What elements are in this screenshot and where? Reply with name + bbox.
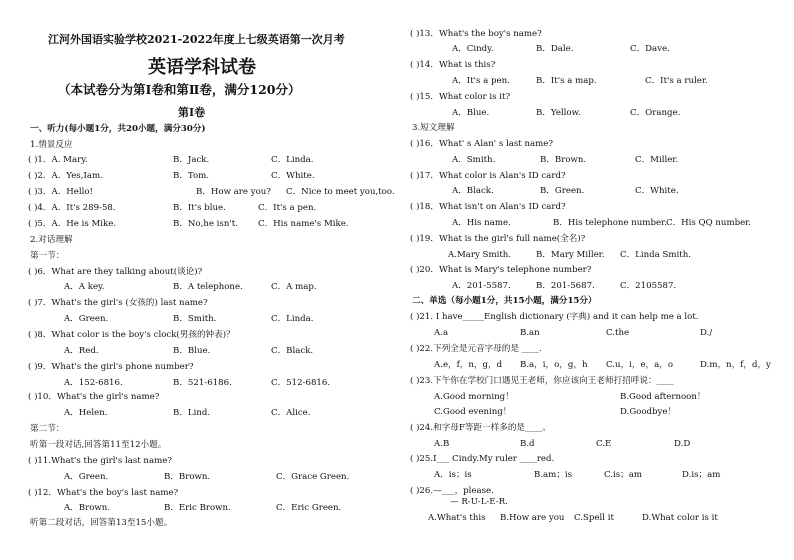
q20-option-c: C．2105587.	[620, 281, 677, 291]
exam-title: 英语学科试卷	[148, 57, 256, 78]
q19-option-a: A.Mary Smith.	[448, 250, 512, 260]
q9-option-a: A．152-6816.	[64, 378, 123, 388]
question-21: ( )21. I have_____English dictionary (字典) and it can help me a lot.	[410, 312, 699, 322]
q26-option-b: B.How are you	[500, 513, 565, 523]
q5-option-b: B．No,he isn't.	[173, 219, 238, 229]
q24-option-c: C.E	[596, 439, 612, 449]
q12-option-b: B．Eric Brown.	[164, 503, 231, 513]
q4-stem: ( )4．A．It's 289-58．	[28, 203, 122, 213]
exam-subtitle: （本试卷分为第Ⅰ卷和第Ⅱ卷，满分120分）	[58, 82, 301, 97]
q1-stem: ( )1．A. Mary.	[28, 155, 88, 165]
question-7: ( )7．What's the girl's (女孩的) last name?	[28, 298, 208, 308]
q13-option-b: B．Dale.	[536, 44, 574, 54]
listen-instruction-2: 听第二段对话，回答第13至15小题。	[30, 518, 173, 528]
q4-option-b: B．It's blue.	[173, 203, 226, 213]
q8-option-a: A．Red.	[64, 346, 99, 356]
q12-option-c: C．Eric Green.	[276, 503, 342, 513]
q11-option-c: C．Grace Green.	[276, 472, 350, 482]
question-25: ( )25.I___ Cindy.My ruler ____red.	[410, 454, 555, 464]
q26-option-a: A.What's this	[428, 513, 486, 523]
q23-option-b: B.Good afternoon！	[620, 392, 706, 402]
q7-option-c: C．Linda.	[271, 314, 314, 324]
question-8: ( )8．What color is the boy's clock(男孩的钟表)？	[28, 330, 235, 340]
q16-option-a: A．Smith.	[452, 155, 496, 165]
question-14: ( )14．What is this?	[410, 60, 496, 70]
q16-option-b: B．Brown.	[540, 155, 587, 165]
q11-option-b: B．Brown.	[164, 472, 211, 482]
q1-option-b: B．Jack.	[173, 155, 210, 165]
q25-option-a: A．is；is	[434, 470, 472, 480]
question-13: ( )13．What's the boy's name?	[410, 29, 542, 39]
question-22: ( )22.下列全是元音字母的是 ____.	[410, 344, 542, 354]
q5-option-c: C．His name's Mike.	[258, 219, 349, 229]
q15-option-a: A．Blue.	[452, 108, 490, 118]
q10-option-c: C．Alice.	[271, 408, 311, 418]
question-12: ( )12．What's the boy's last name?	[28, 488, 179, 498]
q20-option-b: B．201-5687.	[536, 281, 595, 291]
q10-option-b: B．Lind.	[173, 408, 211, 418]
q21-option-d: D./	[700, 328, 713, 338]
q18-option-a: A．His name.	[452, 218, 511, 228]
question-11: ( )11.What's the girl's last name?	[28, 456, 172, 466]
q8-option-c: C．Black.	[271, 346, 314, 356]
q24-option-d: D.D	[674, 439, 691, 449]
q11-option-a: A．Green.	[64, 472, 109, 482]
q23-option-d: D.Goodbye！	[620, 407, 677, 417]
q17-option-b: B．Green.	[540, 186, 585, 196]
q2-option-b: B．Tom.	[173, 171, 210, 181]
question-6: ( )6．What are they talking about(谈论)?	[28, 267, 203, 277]
q6-option-a: A．A key.	[64, 282, 105, 292]
question-20: ( )20．What is Mary's telephone number?	[410, 265, 592, 275]
section-listening: 一、听力(每小题1分，共20小题，满分30分)	[30, 124, 206, 134]
q14-option-c: C．It's a ruler.	[645, 76, 708, 86]
q6-option-b: B．A telephone.	[173, 282, 243, 292]
q24-option-a: A.B	[434, 439, 450, 449]
q15-option-b: B．Yellow.	[536, 108, 581, 118]
q24-option-b: B.d	[520, 439, 535, 449]
q16-option-c: C．Miller.	[635, 155, 679, 165]
q18-option-c: C．His QQ number.	[666, 218, 752, 228]
q3-stem: ( )3．A．Hello!	[28, 187, 94, 197]
question-9: ( )9．What's the girl's phone number?	[28, 362, 194, 372]
q23-option-c: C.Good evening！	[434, 407, 512, 417]
q13-option-a: A．Cindy.	[452, 44, 494, 54]
q23-option-a: A.Good morning！	[434, 392, 514, 402]
question-26: ( )26.—___，please.	[410, 486, 494, 496]
q7-option-a: A．Green.	[64, 314, 109, 324]
question-23: ( )23.下午你在学校门口遇见王老师，你应该向王老师打招呼说：____	[410, 376, 674, 386]
q25-option-b: B.am；is	[534, 470, 573, 480]
q22-option-d: D.m，n，f，d，y	[700, 360, 771, 370]
q21-option-a: A.a	[434, 328, 449, 338]
q22-option-b: B.a，i，o，g，h	[520, 360, 588, 370]
subsection-situational: 1.情景反应	[30, 140, 73, 150]
question-18: ( )18．What isn't on Alan's ID card?	[410, 202, 566, 212]
question-10: ( )10．What's the girl's name?	[28, 392, 160, 402]
q13-option-c: C．Dave.	[630, 44, 670, 54]
q18-option-b: B．His telephone number.	[553, 218, 667, 228]
q1-option-c: C．Linda.	[271, 155, 314, 165]
q21-option-c: C.the	[606, 328, 630, 338]
part-one-label: 第一节：	[30, 251, 65, 261]
q14-option-a: A．It's a pen.	[452, 76, 510, 86]
q4-option-c: C．It's a pen.	[258, 203, 317, 213]
subsection-passage: 3.短文理解	[412, 123, 455, 133]
school-line: 江河外国语实验学校2021-2022年度上七级英语第一次月考	[48, 33, 345, 46]
question-17: ( )17．What color is Alan's ID card?	[410, 171, 566, 181]
q3-option-b: B．How are you?	[196, 187, 271, 197]
q7-option-b: B．Smith.	[173, 314, 217, 324]
q10-option-a: A．Helen.	[64, 408, 108, 418]
q25-option-c: C.is；am	[604, 470, 643, 480]
q20-option-a: A．201-5587.	[452, 281, 511, 291]
q21-option-b: B.an	[520, 328, 540, 338]
q9-option-b: B．521-6186.	[173, 378, 232, 388]
question-16: ( )16．What' s Alan' s last name?	[410, 139, 553, 149]
q17-option-a: A．Black.	[452, 186, 494, 196]
question-26-line2: — R-U-L-E-R.	[450, 497, 508, 507]
listen-instruction-1: 听第一段对话,回答第11至12小题。	[30, 440, 167, 450]
section-single-choice: 二、单选（每小题1分，共15小题，满分15分）	[412, 296, 597, 306]
q2-option-c: C．White.	[271, 171, 315, 181]
q2-stem: ( )2．A．Yes,Iam.	[28, 171, 103, 181]
part-two-label: 第二节：	[30, 424, 65, 434]
q14-option-b: B．It's a map.	[536, 76, 597, 86]
question-24: ( )24.和字母F等距一样多的是____。	[410, 423, 551, 433]
q22-option-c: C.u，i，e，a，o	[606, 360, 674, 370]
part-one-heading: 第Ⅰ卷	[178, 106, 206, 119]
q19-option-c: C．Linda Smith.	[620, 250, 692, 260]
subsection-dialogue: 2.对话理解	[30, 235, 73, 245]
q26-option-d: D.What color is it	[642, 513, 718, 523]
q9-option-c: C．512-6816.	[271, 378, 331, 388]
q17-option-c: C．White.	[635, 186, 679, 196]
q26-option-c: C.Spell it	[574, 513, 614, 523]
q15-option-c: C．Orange.	[630, 108, 681, 118]
q19-option-b: B．Mary Miller.	[536, 250, 605, 260]
q8-option-b: B．Blue.	[173, 346, 211, 356]
q22-option-a: A.e，f，n，g，d	[434, 360, 503, 370]
q25-option-d: D.is；am	[682, 470, 721, 480]
q3-option-c: C．Nice to meet you,too.	[286, 187, 395, 197]
q5-stem: ( )5．A．He is Mike.	[28, 219, 117, 229]
q6-option-c: C．A map.	[271, 282, 317, 292]
q12-option-a: A．Brown.	[64, 503, 111, 513]
question-15: ( )15．What color is it?	[410, 92, 511, 102]
question-19: ( )19．What is the girl's full name(全名)?	[410, 234, 586, 244]
